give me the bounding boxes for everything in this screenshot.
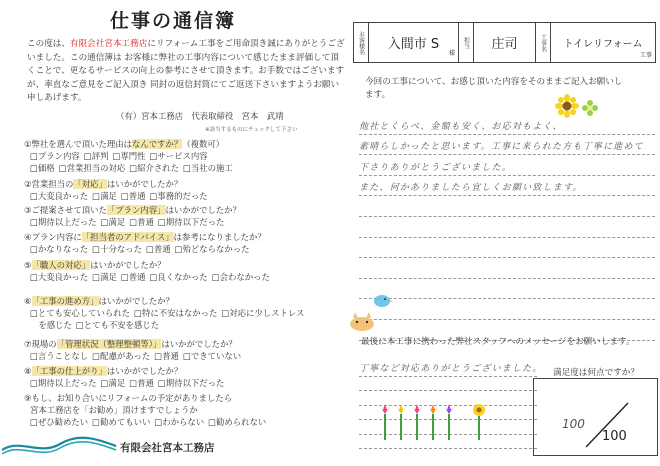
footer-company: 有限会社宮本工務店 <box>120 442 215 454</box>
question-6 <box>24 295 308 331</box>
option-checkbox[interactable]: □期待以下だった <box>157 378 225 388</box>
option-checkbox[interactable]: □営業担当の対応 <box>58 163 126 173</box>
question-title-highlight: 「工事の進め方」 <box>31 296 99 306</box>
question-title <box>24 392 270 404</box>
question-title-text: ④プラン内容に <box>24 232 82 242</box>
question-title-text: ⑤ <box>24 260 32 270</box>
option-checkbox[interactable]: □当社の施工 <box>183 163 233 173</box>
option-checkbox[interactable]: □良くなかった <box>149 272 208 282</box>
signature: （有）宮本工務店 代表取締役 宮本 武靖 <box>116 111 284 121</box>
writing-line <box>359 279 655 300</box>
question-options <box>24 271 274 283</box>
question-title-text: ②営業担当の <box>24 179 74 189</box>
customer-suffix: 様 <box>448 50 455 57</box>
question-options <box>24 150 237 162</box>
question-title <box>24 204 241 216</box>
option-checkbox[interactable]: □とても不安を感じた <box>75 320 160 330</box>
option-checkbox[interactable]: □わからない <box>154 417 205 427</box>
handwritten-text: また、何かありましたら宜しくお願い致します。 <box>359 183 583 194</box>
work-cell <box>551 23 655 62</box>
question-title-highlight: 「プラン内容」 <box>106 205 166 215</box>
writing-line <box>359 362 543 377</box>
bird-icon <box>371 292 393 308</box>
option-checkbox[interactable]: □普通 <box>120 191 146 201</box>
writing-line <box>359 258 655 279</box>
customer-cell <box>369 23 459 62</box>
option-checkbox[interactable]: □事務的だった <box>149 191 208 201</box>
question-title-suffix: はいかがでしたか？ <box>165 205 241 215</box>
question-options <box>24 216 241 228</box>
comment-lines <box>359 114 655 341</box>
customer-name: 入間市 S <box>387 37 440 52</box>
question-title-highlight: なんですか？ <box>132 139 183 149</box>
question-9 <box>24 392 270 428</box>
option-checkbox[interactable]: □大変良かった <box>30 191 89 201</box>
question-5 <box>24 259 274 283</box>
question-title-text: ⑨もし、お知り合いにリフォームの予定がありましたら <box>24 393 233 403</box>
score-box <box>533 378 658 456</box>
option-checkbox[interactable]: □価格 <box>30 163 55 173</box>
handwritten-text: 下さりありがとうございました。 <box>359 162 513 173</box>
option-checkbox[interactable]: □専門性 <box>112 151 146 161</box>
option-checkbox[interactable]: □期待以上だった <box>30 378 97 388</box>
work-name: トイレリフォーム <box>563 39 643 50</box>
writing-line <box>359 196 655 217</box>
option-checkbox[interactable]: □評判 <box>83 151 109 161</box>
question-title <box>24 338 245 350</box>
option-checkbox[interactable]: □勧められない <box>208 417 267 427</box>
handwritten-text: 他社とくらべ、金額も安く、お応対もよく、 <box>359 121 563 132</box>
cat-icon <box>345 310 379 332</box>
staff-name: 庄司 <box>491 37 518 52</box>
option-checkbox[interactable]: □十分なった <box>92 244 142 254</box>
question-title-highlight: 「職人の対応」 <box>31 260 91 270</box>
option-checkbox[interactable]: □とても安心していられた <box>30 308 131 318</box>
question-title-suffix: はいかがでしたか？ <box>98 296 174 306</box>
option-checkbox[interactable]: □サービス内容 <box>149 151 208 161</box>
tulips-icon <box>375 400 495 440</box>
writing-line <box>359 155 655 176</box>
question-title-highlight: 「工事の仕上がり」 <box>31 366 107 376</box>
question-title-suffix: はいかがでしたか？ <box>90 260 166 270</box>
option-checkbox[interactable]: □普通 <box>129 378 154 388</box>
option-checkbox[interactable]: □普通 <box>129 217 154 227</box>
question-7 <box>24 338 245 362</box>
question-8 <box>24 365 228 389</box>
question-title-text: ⑥ <box>24 296 32 306</box>
option-checkbox[interactable]: □殆どならなかった <box>174 244 250 254</box>
question-options <box>24 162 237 174</box>
option-checkbox[interactable]: □かなりなった <box>30 244 89 254</box>
option-checkbox[interactable]: □勧めてもいい <box>92 417 151 427</box>
question-3 <box>24 204 241 228</box>
option-checkbox[interactable]: □期待以上だった <box>30 217 97 227</box>
score-given: 100 <box>562 417 585 431</box>
option-checkbox[interactable]: □満足 <box>92 272 117 282</box>
handwritten-text: 丁寧など対応ありがとうございました。 <box>359 363 543 374</box>
question-title-text: ①弊社を選んで頂いた理由は <box>24 139 133 149</box>
work-suffix: 工事 <box>639 52 652 59</box>
writing-line <box>359 377 537 392</box>
question-title <box>24 295 308 307</box>
option-checkbox[interactable]: □ぜひ勧めたい <box>30 417 89 427</box>
option-checkbox[interactable]: □普通 <box>154 351 179 361</box>
question-title-suffix: は参考になりましたか？ <box>173 232 266 242</box>
question-options <box>24 404 270 416</box>
writing-line <box>359 114 655 135</box>
right-panel <box>345 0 660 466</box>
option-checkbox[interactable]: □配慮があった <box>92 351 151 361</box>
question-title <box>24 231 266 243</box>
intro-text: この度は、有限会社宮本工務店にリフォーム工事をご用命頂き誠にありがとうございました。この通信簿は お客様に弊社の工事内容について感じたまま評価して頂くことで、更なるサービスの向上の参考にさせて頂きます。お手数ではございますが、率直なご意見をご記入頂き 同封の返信封筒にてご返送下さいますようお願い申しあげます。 <box>27 39 345 104</box>
score-max: 100 <box>602 429 627 444</box>
question-options <box>24 307 308 319</box>
question-title <box>24 259 274 271</box>
option-checkbox[interactable]: □できていない <box>182 351 242 361</box>
question-options <box>24 190 212 202</box>
question-title-suffix: はいかがでしたか？ <box>161 339 237 349</box>
question-title-highlight: 「担当者のアドバイス」 <box>81 232 174 242</box>
wave-logo-icon <box>0 432 118 460</box>
handwritten-text: 素晴らしかったと思います。工事に来られた方も丁寧に進めて <box>359 142 644 153</box>
question-title-highlight: 「対応」 <box>73 179 107 189</box>
question-4 <box>24 231 266 255</box>
staff-cell <box>474 23 536 62</box>
writing-line <box>359 238 655 259</box>
writing-line <box>359 176 655 197</box>
option-checkbox[interactable]: □満足 <box>100 217 126 227</box>
question-options <box>24 416 270 428</box>
page-title: 仕事の通信簿 <box>110 10 237 32</box>
option-checkbox[interactable]: □普通 <box>120 272 146 282</box>
question-options <box>24 243 266 255</box>
question-options <box>24 377 228 389</box>
message-prompt: 最後に本工事に携わった弊社スタッフへのメッセージをお願いします。 <box>361 337 635 347</box>
question-1 <box>24 138 237 174</box>
writing-line <box>359 217 655 238</box>
question-title-highlight: 「管理状況（整理整頓等）」 <box>56 339 162 349</box>
score-label: 満足度は何点ですか？ <box>553 368 639 378</box>
question-options <box>24 319 308 331</box>
question-title <box>24 365 228 377</box>
question-title-suffix: はいかがでしたか？ <box>106 179 183 189</box>
company-name-highlight: 有限会社宮本工務店 <box>69 39 148 49</box>
header-info-box <box>353 22 656 63</box>
option-checkbox[interactable]: を感じた <box>30 320 72 330</box>
customer-label: お客様名 <box>354 23 369 62</box>
writing-line <box>359 135 655 156</box>
option-checkbox[interactable]: □対応に少しストレス <box>221 308 305 318</box>
question-title-suffix: はいかがでしたか？ <box>106 366 183 376</box>
question-options <box>24 350 245 362</box>
check-note: ※該当するものにチェックして下さい <box>205 127 298 133</box>
question-title-text: ⑧ <box>24 366 32 376</box>
staff-label: 担当 <box>459 23 474 62</box>
option-checkbox[interactable]: □言うことなし <box>30 351 89 361</box>
question-2 <box>24 178 212 202</box>
option-checkbox[interactable]: □大変良かった <box>30 272 89 282</box>
question-title-suffix: （複数可） <box>182 139 225 149</box>
writing-line <box>359 299 655 320</box>
question-title <box>24 138 237 150</box>
question-title-text: ③ご提案させて頂いた <box>24 205 107 215</box>
option-checkbox[interactable]: □特に不安はなかった <box>134 308 218 318</box>
option-checkbox[interactable]: 宮本工務店を「お勧め」頂けますでしょうか <box>30 405 198 415</box>
comment-prompt: 今回の工事について、お感じ頂いた内容をそのままご記入お願いします。 <box>365 77 623 100</box>
option-checkbox[interactable]: □満足 <box>92 191 117 201</box>
question-title-text: ⑦現場の <box>24 339 57 349</box>
work-label: 工事名 <box>536 23 551 62</box>
question-title <box>24 178 212 190</box>
option-checkbox[interactable]: □満足 <box>100 378 126 388</box>
option-checkbox[interactable]: □普通 <box>145 244 171 254</box>
option-checkbox[interactable]: □期待以下だった <box>157 217 225 227</box>
option-checkbox[interactable]: □プラン内容 <box>30 151 80 161</box>
option-checkbox[interactable]: □紹介された <box>129 163 180 173</box>
option-checkbox[interactable]: □会わなかった <box>211 272 270 282</box>
